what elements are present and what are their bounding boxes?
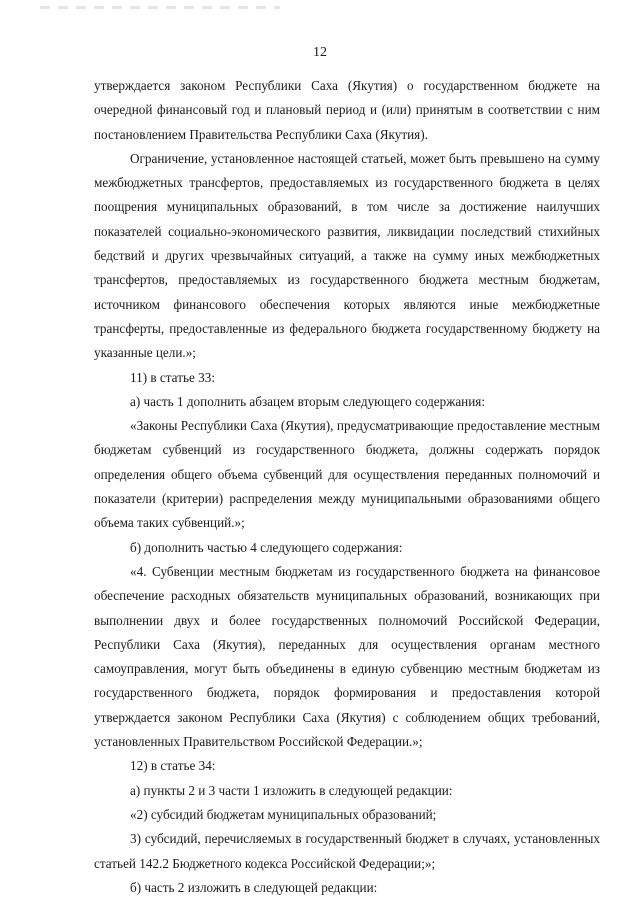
paragraph: 12) в статье 34: (130, 758, 216, 774)
paragraph: б) дополнить частью 4 следующего содержания: (130, 539, 403, 555)
paragraph: а) пункты 2 и 3 части 1 изложить в следующей редакции: (130, 782, 453, 798)
paragraph: 3) субсидий, перечисляемых в государственный бюджет в случаях, установленных статьей 142.2 Бюджетного кодекса Российской Федерации;»; (94, 831, 600, 871)
scan-artifact (40, 6, 280, 9)
paragraph: Ограничение, установленное настоящей статьей, может быть превышено на сумму межбюджетных трансфертов, предоставляемых из государственного бюджета в целях поощрения муниципальных образований, в том числе за достижение наилучших показателей социально-экономического развития, ликвидации последствий стихийных бедствий и других чрезвычайных ситуаций, а также на сумму иных межбюджетных трансфертов, предоставляемых из государственного бюджета местным бюджетам, источником финансового обеспечения которых являются иные межбюджетные трансферты, предоставленные из федерального бюджета государственному бюджету на указанные цели.»; (94, 150, 600, 361)
document-body (94, 74, 600, 900)
paragraph: «Законы Республики Саха (Якутия), предусматривающие предоставление местным бюджетам субвенций из государственного бюджета, должны содержать порядок определения общего объема субвенций для осуществления переданных полномочий и показатели (критерии) распределения между муниципальными образованиями общего объема таких субвенций.»; (94, 418, 600, 531)
paragraph: а) часть 1 дополнить абзацем вторым следующего содержания: (130, 393, 486, 409)
page-number: 12 (313, 45, 327, 60)
paragraph: утверждается законом Республики Саха (Якутия) о государственном бюджете на очередной финансовый год и плановый период и (или) принятым в соответствии с ним постановлением Правительства Республики Саха (Якутия). (94, 78, 600, 142)
paragraph: «4. Субвенции местным бюджетам из государственного бюджета на финансовое обеспечение расходных обязательств муниципальных образований, возникающих при выполнении двух и более государственных полномочий Российской Федерации, Республики Саха (Якутия), переданных для осуществления органам местного самоуправления, могут быть объединены в единую субвенцию местным бюджетам из государственного бюджета, порядок формирования и предоставления которой утверждается законом Республики Саха (Якутия) с соблюдением общих требований, установленных Правительством Российской Федерации.»; (94, 563, 600, 750)
paragraph: б) часть 2 изложить в следующей редакции: (130, 879, 378, 895)
paragraph: «2) субсидий бюджетам муниципальных образований; (130, 806, 437, 822)
paragraph: 11) в статье 33: (130, 369, 215, 385)
